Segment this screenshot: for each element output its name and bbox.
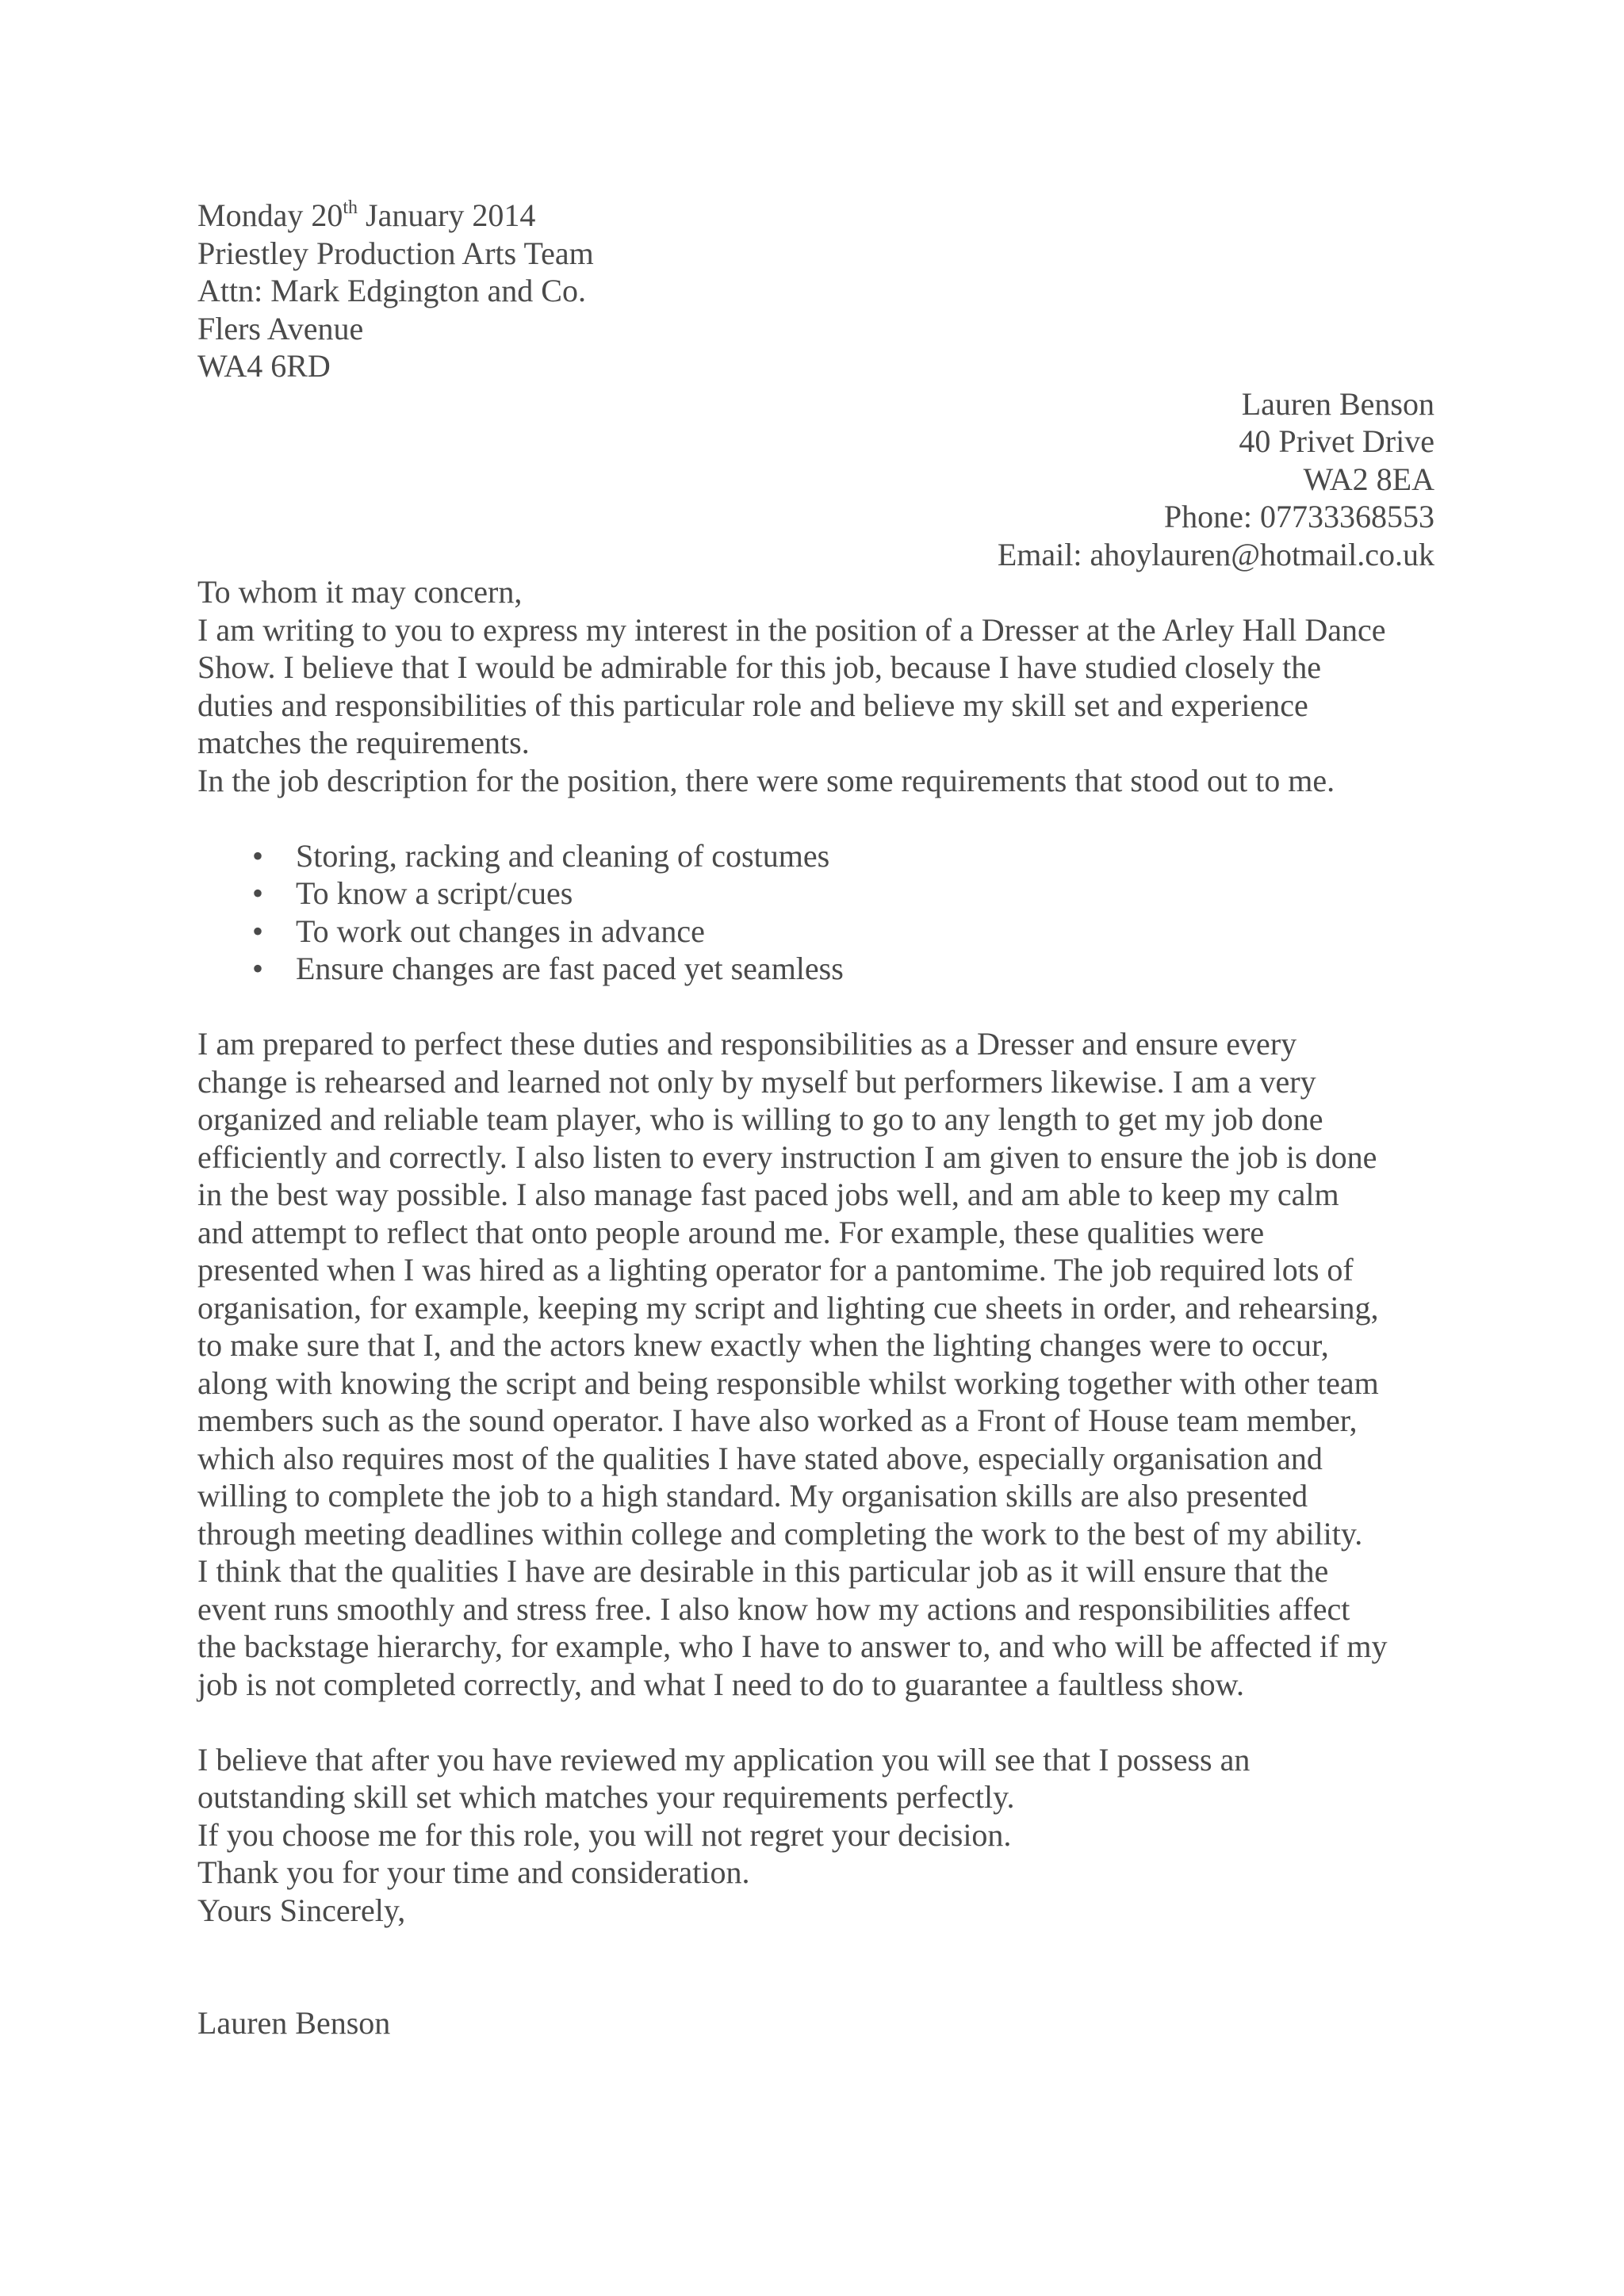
bullet-icon: • [251, 875, 263, 911]
bullet-icon: • [251, 951, 263, 986]
text-line: in the best way possible. I also manage fast paced jobs well, and am able to keep my calm [197, 1177, 1339, 1212]
text-line: and attempt to reflect that onto people around me. For example, these qualities were [197, 1214, 1265, 1250]
sender-phone: Phone: 07733368553 [1163, 499, 1434, 534]
text-line: efficiently and correctly. I also listen to every instruction I am given to ensure the job is done [197, 1138, 1377, 1175]
date-day: Monday 20 [197, 197, 343, 233]
requirements-list [197, 837, 1434, 988]
spacer [197, 1929, 1434, 2004]
spacer [197, 1703, 1434, 1741]
text-line: matches the requirements. [197, 725, 530, 760]
sender-name: Lauren Benson [1241, 385, 1434, 422]
list-item-text: To work out changes in advance [296, 913, 705, 949]
body-paragraph [197, 1025, 1434, 1703]
list-item-text: To know a script/cues [296, 875, 573, 911]
text-line: members such as the sound operator. I have also worked as a Front of House team member, [197, 1402, 1358, 1438]
closing-paragraph [197, 1741, 1434, 1930]
bullet-icon: • [251, 837, 263, 874]
letter [197, 197, 1434, 2042]
text-line: Thank you for your time and consideration. [197, 1854, 750, 1890]
recipient-line: Flers Avenue [197, 310, 364, 346]
text-line: which also requires most of the qualities I have stated above, especially organisation and [197, 1440, 1323, 1476]
text-line: In the job description for the position, there were some requirements that stood out to me. [197, 762, 1335, 798]
spacer [197, 988, 1434, 1026]
bullet-icon: • [251, 913, 263, 949]
sign-off: Yours Sincerely, [197, 1892, 406, 1928]
recipient-address [197, 235, 1434, 385]
signature-name: Lauren Benson [197, 2005, 391, 2041]
text-line: change is rehearsed and learned not only by myself but performers likewise. I am a very [197, 1063, 1316, 1100]
text-line: outstanding skill set which matches your requirements perfectly. [197, 1779, 1015, 1815]
recipient-line: WA4 6RD [197, 348, 331, 384]
text-line: job is not completed correctly, and what I need to do to guarantee a faultless show. [197, 1666, 1244, 1702]
list-item-text: Storing, racking and cleaning of costumes [296, 837, 830, 874]
letter-date [197, 197, 1434, 235]
text-line: the backstage hierarchy, for example, who I have to answer to, and who will be affected if my [197, 1628, 1388, 1664]
date-month-year: January 2014 [358, 197, 536, 233]
text-line: Show. I believe that I would be admirable for this job, because I have studied closely the [197, 649, 1321, 685]
text-line: duties and responsibilities of this particular role and believe my skill set and experience [197, 687, 1308, 723]
text-line: If you choose me for this role, you will not regret your decision. [197, 1816, 1012, 1853]
text-line: through meeting deadlines within college and completing the work to the best of my ability. [197, 1515, 1363, 1552]
text-line: willing to complete the job to a high standard. My organisation skills are also presented [197, 1478, 1308, 1513]
text-line: presented when I was hired as a lighting operator for a pantomime. The job required lots of [197, 1252, 1354, 1288]
text-line: organisation, for example, keeping my script and lighting cue sheets in order, and rehearsing, [197, 1289, 1379, 1326]
list-item [197, 913, 1434, 951]
text-line: along with knowing the script and being responsible whilst working together with other team [197, 1364, 1379, 1401]
salutation: To whom it may concern, [197, 574, 523, 610]
list-item-text: Ensure changes are fast paced yet seamless [296, 951, 844, 986]
sender-address [197, 385, 1434, 574]
date-ordinal-suffix: th [343, 197, 358, 218]
recipient-line: Priestley Production Arts Team [197, 235, 594, 271]
text-line: I think that the qualities I have are desirable in this particular job as it will ensure that the [197, 1553, 1329, 1589]
sender-street: 40 Privet Drive [1239, 423, 1434, 459]
list-item [197, 837, 1434, 875]
text-line: to make sure that I, and the actors knew exactly when the lighting changes were to occur, [197, 1327, 1329, 1363]
text-line: organized and reliable team player, who is willing to go to any length to get my job done [197, 1101, 1323, 1137]
list-item [197, 874, 1434, 913]
spacer [197, 799, 1434, 837]
text-line: event runs smoothly and stress free. I also know how my actions and responsibilities affect [197, 1590, 1350, 1627]
intro-paragraph [197, 611, 1434, 800]
sender-postcode: WA2 8EA [1303, 461, 1434, 497]
text-line: I believe that after you have reviewed my application you will see that I possess an [197, 1741, 1251, 1777]
text-line: I am writing to you to express my interest in the position of a Dresser at the Arley Hall Dance [197, 611, 1386, 648]
list-item [197, 950, 1434, 988]
recipient-line: Attn: Mark Edgington and Co. [197, 273, 586, 308]
text-line: I am prepared to perfect these duties and responsibilities as a Dresser and ensure every [197, 1026, 1297, 1062]
sender-email: Email: ahoylauren@hotmail.co.uk [997, 536, 1434, 572]
